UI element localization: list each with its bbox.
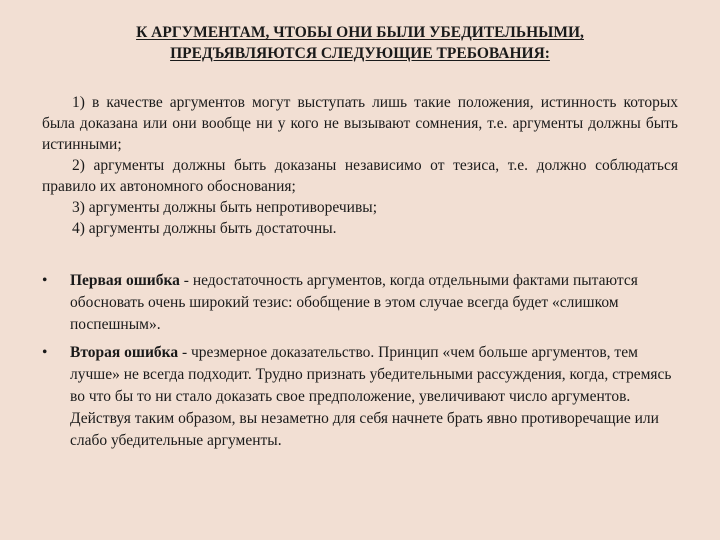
requirement-item: 3) аргументы должны быть непротиворечивы; xyxy=(72,199,378,216)
error-text: - недостаточность аргументов, когда отдельными фактами пытаются обосновать очень широкий тезис: обобщение в этом случае всегда будет «слишком поспешным». xyxy=(70,272,638,333)
requirement-item: 2) аргументы должны быть доказаны независимо от тезиса, т.е. должно соблюдаться правило их автономного обоснования; xyxy=(42,157,678,195)
error-item-first xyxy=(40,270,680,336)
bullet-icon: • xyxy=(42,272,48,289)
requirements-list xyxy=(42,92,678,239)
error-term: Первая ошибка xyxy=(70,272,180,289)
slide-title xyxy=(40,22,680,64)
title-line-1: К АРГУМЕНТАМ, ЧТОБЫ ОНИ БЫЛИ УБЕДИТЕЛЬНЫМИ, xyxy=(136,24,584,41)
errors-list xyxy=(40,270,680,458)
bullet-icon: • xyxy=(42,344,48,361)
title-line-2: ПРЕДЪЯВЛЯЮТСЯ СЛЕДУЮЩИЕ ТРЕБОВАНИЯ: xyxy=(170,45,550,62)
error-item-second xyxy=(40,342,680,452)
requirement-item: 1) в качестве аргументов могут выступать лишь такие положения, истинность которых была доказана или они вообще ни у кого не вызывают сомнения, т.е. аргументы должны быть истинными; xyxy=(42,94,678,153)
requirement-item: 4) аргументы должны быть достаточны. xyxy=(72,220,337,237)
error-text: - чрезмерное доказательство. Принцип «чем больше аргументов, тем лучше» не всегда подходит. Трудно признать убедительными рассуждения, когда, стремясь во что бы то ни стало доказать свое предположение, увеличивают число аргументов. Действуя таким образом, вы незаметно для себя начнете брать явно противоречащие или слабо убедительные аргументы. xyxy=(70,344,672,449)
error-term: Вторая ошибка xyxy=(70,344,179,361)
